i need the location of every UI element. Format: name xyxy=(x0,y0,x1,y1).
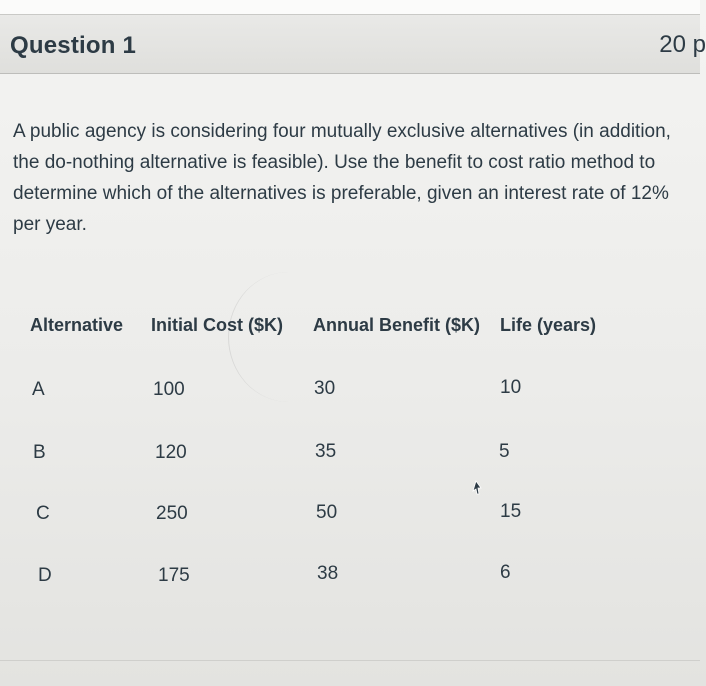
header-annual-benefit: Annual Benefit ($K) xyxy=(313,315,481,335)
table-row-b-alternative: B xyxy=(33,442,46,463)
table-row-d-life: 6 xyxy=(500,562,511,583)
bottom-divider xyxy=(0,660,700,661)
table-row-a-life: 10 xyxy=(500,377,522,398)
header-initial-cost: Initial Cost ($K) xyxy=(151,315,284,335)
table-row-d-annual-benefit: 38 xyxy=(317,563,339,584)
table-row-a-annual-benefit: 30 xyxy=(314,378,336,399)
table-row-b-initial-cost: 120 xyxy=(155,442,187,463)
header-alternative: Alternative xyxy=(30,315,124,335)
table-row-d-alternative: D xyxy=(38,565,52,586)
table-row-a-alternative: A xyxy=(32,379,45,400)
table-row-d-initial-cost: 175 xyxy=(158,565,190,586)
question-prompt: A public agency is considering four mutually exclusive alternatives (in addition, the do-nothing alternative is feasible). Use the benefit to cost ratio method to determine which of the alternatives is preferable, given an interest rate of 12% per year. xyxy=(13,121,671,235)
table-row-a-initial-cost: 100 xyxy=(153,379,185,400)
top-band xyxy=(0,0,700,14)
table-row-c-initial-cost: 250 xyxy=(156,503,188,524)
mouse-pointer-icon xyxy=(468,480,484,498)
table-row-b-life: 5 xyxy=(499,441,510,462)
table-row-c-alternative: C xyxy=(36,503,50,524)
table-row-b-annual-benefit: 35 xyxy=(315,441,337,462)
question-title: Question 1 xyxy=(10,32,137,59)
question-points: 20 p xyxy=(659,31,706,58)
table-row-c-life: 15 xyxy=(500,501,522,522)
question-header xyxy=(0,14,706,74)
table-row-c-annual-benefit: 50 xyxy=(316,502,338,523)
header-life: Life (years) xyxy=(500,315,597,335)
